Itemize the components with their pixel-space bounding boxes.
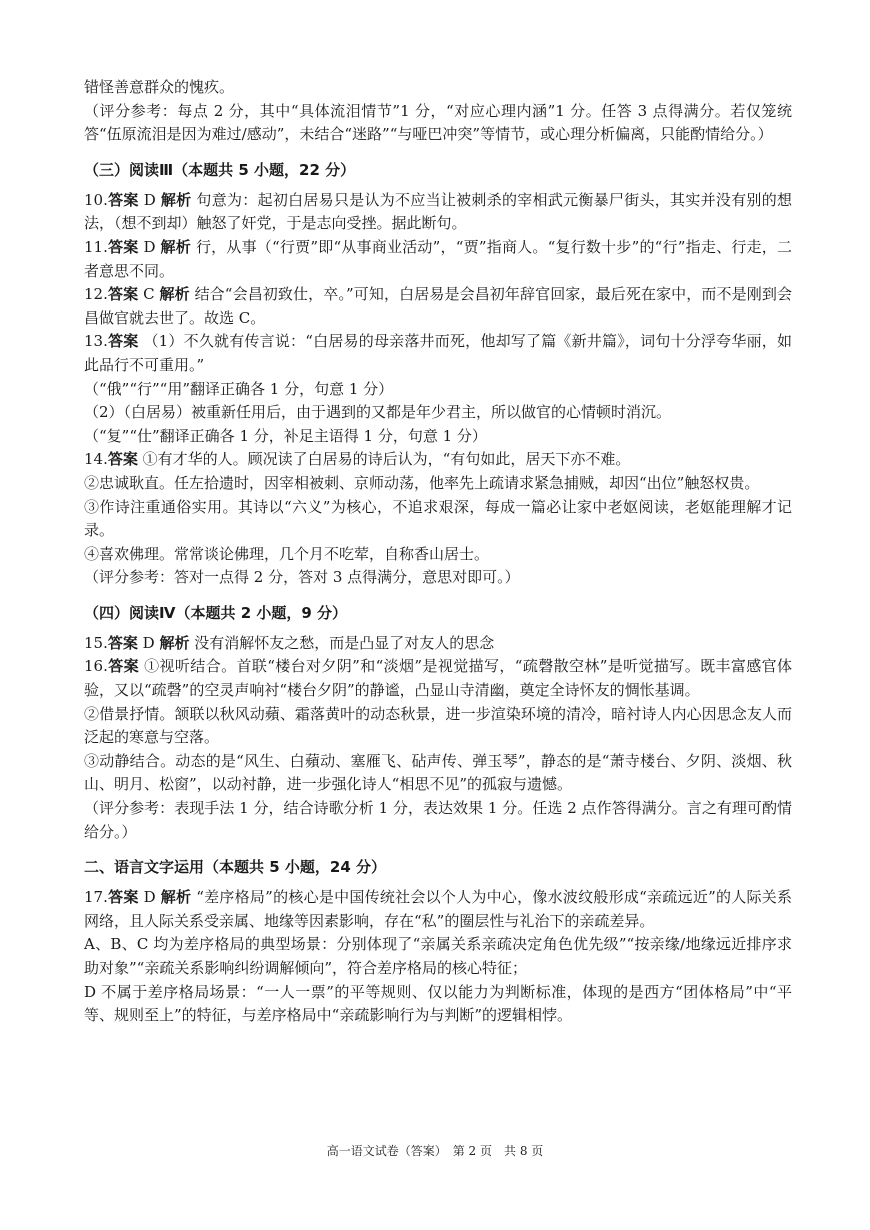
analysis-text: 句意为：起初白居易只是认为不应当让被刺杀的宰相武元衡暴尸街头，其实并没有别的想法，（想不到却）触怒了奸党，于是志向受挫。据此断句。 (84, 190, 792, 233)
answer-point: ②借景抒情。颔联以秋风动蘋、霜落黄叶的动态秋景，进一步渲染环境的清冷，暗衬诗人内心因思念友人而泛起的寒意与空落。 (84, 704, 792, 747)
section-title-reading-4: （四）阅读Ⅳ（本题共 2 小题，9 分） (84, 603, 348, 622)
analysis-label: 解析 (160, 237, 191, 256)
answer-point: ④喜欢佛理。常常谈论佛理，几个月不吃荤，自称香山居士。 (84, 544, 490, 563)
answer-point: ③动静结合。动态的是“风生、白蘋动、塞雁飞、砧声传、弹玉琴”，静态的是“萧寺楼台、夕阴、淡烟、秋山、明月、松窗”，以动衬静，进一步强化诗人“相思不见”的孤寂与遗憾。 (84, 751, 792, 794)
scoring-note: （“复”“仕”翻译正确各 1 分，补足主语得 1 分，句意 1 分） (84, 426, 487, 445)
answer-text: ①有才华的人。顾况读了白居易的诗后认为，“有句如此，居天下亦不难。 (137, 450, 631, 469)
analysis-text: “差序格局”的核心是中国传统社会以个人为中心，像水波纹般形成“亲疏远近”的人际关系网络，且人际关系受亲属、地缘等因素影响，存在“私”的圈层性与礼治下的亲疏差异。 (84, 888, 792, 930)
answer-11 (84, 236, 792, 283)
question-number: 10. (84, 190, 108, 209)
answer-text: （1）不久就有传言说：“白居易的母亲落井而死，他却写了篇《新井篇》，词句十分浮夸华丽，如此品行不可重用。” (84, 332, 792, 374)
section-title-language-use: 二、语言文字运用（本题共 5 小题，24 分） (84, 858, 386, 877)
section-title-reading-3: （三）阅读Ⅲ（本题共 5 小题，22 分） (84, 160, 356, 179)
question-number: 11. (84, 237, 108, 256)
answer-page (84, 76, 792, 1028)
scoring-note: （评分参考：答对一点得 2 分，答对 3 点得满分，意思对即可。） (84, 568, 520, 587)
answer-13 (84, 330, 792, 377)
answer-label: 答案 (107, 285, 139, 304)
answer-label: 答案 (107, 450, 138, 469)
answer-point: ②忠诚耿直。任左拾遗时，因宰相被刺、京师动荡，他率先上疏请求紧急捕贼，却因“出位”触怒权贵。 (84, 473, 760, 492)
answer-value: D (138, 237, 161, 256)
analysis-text: 行，从事（“行贾”即“从事商业活动”，“贾”指商人。“复行数十步”的“行”指走、行走，二者意思不同。 (84, 237, 792, 280)
question-number: 12. (84, 285, 108, 304)
answer-point: D 不属于差序格局场景：“一人一票”的平等规则、仅以能力为判断标准，体现的是西方“团体格局”中“平等、规则至上”的特征，与差序格局中“亲疏影响行为与判断”的逻辑相悖。 (84, 982, 792, 1025)
answer-15 (84, 632, 792, 656)
analysis-label: 解析 (160, 888, 192, 907)
answer-label: 答案 (107, 332, 139, 351)
analysis-label: 解析 (159, 285, 190, 304)
analysis-label: 解析 (159, 633, 190, 652)
answer-point: A、B、C 均为差序格局的典型场景：分别体现了“亲属关系亲疏决定角色优先级”“按亲缘/地缘远近排序求助对象”“亲疏关系影响纠纷调解倾向”，符合差序格局的核心特征； (84, 935, 792, 977)
answer-14 (84, 448, 792, 472)
question-number: 16. (84, 657, 108, 676)
question-number: 14. (84, 450, 108, 469)
page-footer: 高一语文试卷（答案） 第 2 页 共 8 页 (326, 1144, 544, 1158)
question-number: 13. (84, 332, 108, 351)
question-number: 15. (84, 633, 108, 652)
paragraph: 错怪善意群众的愧疚。 (84, 78, 235, 96)
answer-text: ①视听结合。首联“楼台对夕阴”和“淡烟”是视觉描写，“疏磬散空林”是听觉描写。既丰富感官体验，又以“疏磬”的空灵声响衬“楼台夕阴”的静谧，凸显山寺清幽，奠定全诗怀友的惆怅基调。 (84, 657, 792, 700)
answer-value: D (137, 633, 160, 652)
answer-text: （2）（白居易）被重新任用后，由于遇到的又都是年少君主，所以做官的心情顿时消沉。 (84, 403, 672, 422)
answer-label: 答案 (107, 190, 139, 209)
analysis-label: 解析 (160, 190, 192, 209)
scoring-note: （“俄”“行”“用”翻译正确各 1 分，句意 1 分） (84, 379, 394, 398)
answer-10 (84, 189, 792, 236)
answer-label: 答案 (107, 633, 138, 652)
analysis-text: 结合“会昌初致仕，卒。”可知，白居易是会昌初年辞官回家，最后死在家中，而不是刚到会昌做官就去世了。故选 C。 (84, 285, 792, 327)
analysis-text: 没有消解怀友之愁，而是凸显了对友人的思念 (189, 633, 495, 652)
scoring-note: （评分参考：表现手法 1 分，结合诗歌分析 1 分，表达效果 1 分。任选 2 点作答得满分。言之有理可酌情给分。） (84, 799, 792, 841)
question-number: 17. (84, 888, 108, 907)
answer-value: C (138, 285, 160, 304)
answer-16 (84, 655, 792, 702)
answer-label: 答案 (107, 657, 140, 676)
answer-17 (84, 886, 792, 933)
answer-value: D (138, 190, 161, 209)
scoring-note: （评分参考：每点 2 分，其中“具体流泪情节”1 分，“对应心理内涵”1 分。任答 3 点得满分。若仅笼统答“伍原流泪是因为难过/感动”，未结合“迷路”“与哑巴冲突”等情节，或心理分析偏离，只能酌情给分。） (84, 101, 792, 144)
answer-point: ③作诗注重通俗实用。其诗以“六义”为核心，不追求艰深，每成一篇必让家中老妪阅读，老妪能理解才记录。 (84, 497, 792, 540)
answer-label: 答案 (107, 237, 139, 256)
answer-value: D (138, 888, 161, 907)
answer-label: 答案 (107, 888, 139, 907)
answer-12 (84, 283, 792, 330)
